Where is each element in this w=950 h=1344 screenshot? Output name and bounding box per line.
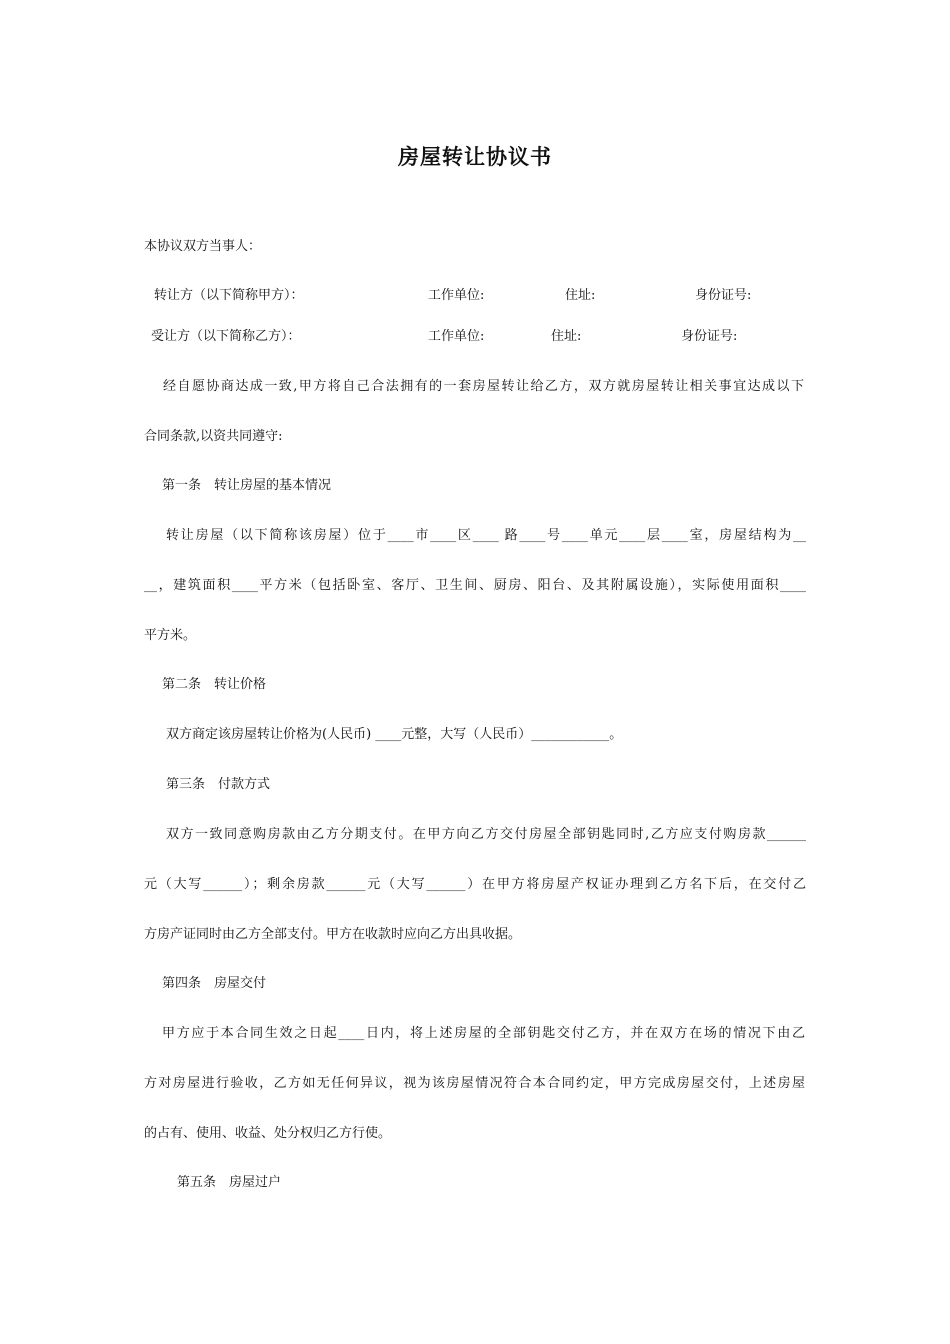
article-line: __，建筑面积____平方米（包括卧室、客厅、卫生间、厨房、阳台、及其附属设施），实际使用面积____ <box>144 578 806 593</box>
preamble-line: 合同条款,以资共同遵守: <box>144 429 283 444</box>
party-a-address: 住址: <box>565 288 596 303</box>
party-b-id-no: 身份证号: <box>681 329 738 344</box>
party-b-label: 受让方（以下简称乙方）： <box>151 329 301 344</box>
article-line: 平方米。 <box>144 628 197 643</box>
article-line: 转让房屋（以下简称该房屋）位于____市____区____ 路____号____单元____层____室，房屋结构为__ <box>166 528 806 543</box>
article-heading: 第三条 付款方式 <box>166 777 271 792</box>
party-a-work-unit: 工作单位: <box>428 288 485 303</box>
party-b-work-unit: 工作单位: <box>428 329 485 344</box>
article-line: 甲方应于本合同生效之日起____日内，将上述房屋的全部钥匙交付乙方，并在双方在场的情况下由乙 <box>162 1026 805 1041</box>
article-heading: 第五条 房屋过户 <box>177 1175 282 1190</box>
party-a-id-no: 身份证号: <box>695 288 752 303</box>
article-line: 双方一致同意购房款由乙方分期支付。在甲方向乙方交付房屋全部钥匙同时,乙方应支付购房款______ <box>166 827 806 842</box>
article-line: 方房产证同时由乙方全部支付。甲方在收款时应向乙方出具收据。 <box>144 927 522 942</box>
document-title: 房屋转让协议书 <box>398 144 552 169</box>
article-line: 双方商定该房屋转让价格为(人民币) ____元整，大写（人民币）____________。 <box>166 727 623 742</box>
article-heading: 第二条 转让价格 <box>162 677 267 692</box>
article-line: 方对房屋进行验收，乙方如无任何异议，视为该房屋情况符合本合同约定，甲方完成房屋交付，上述房屋 <box>144 1076 805 1091</box>
article-heading: 第一条 转让房屋的基本情况 <box>162 478 332 493</box>
article-line: 元（大写______）；剩余房款______元（大写______）在甲方将房屋产权证办理到乙方名下后，在交付乙 <box>144 877 806 892</box>
parties-intro: 本协议双方当事人： <box>144 239 262 254</box>
preamble-line: 经自愿协商达成一致,甲方将自己合法拥有的一套房屋转让给乙方，双方就房屋转让相关事宜达成以下 <box>163 379 804 394</box>
article-heading: 第四条 房屋交付 <box>162 976 267 991</box>
party-a-label: 转让方（以下简称甲方）： <box>154 288 304 303</box>
party-b-address: 住址: <box>551 329 582 344</box>
article-line: 的占有、使用、收益、处分权归乙方行使。 <box>144 1126 392 1141</box>
